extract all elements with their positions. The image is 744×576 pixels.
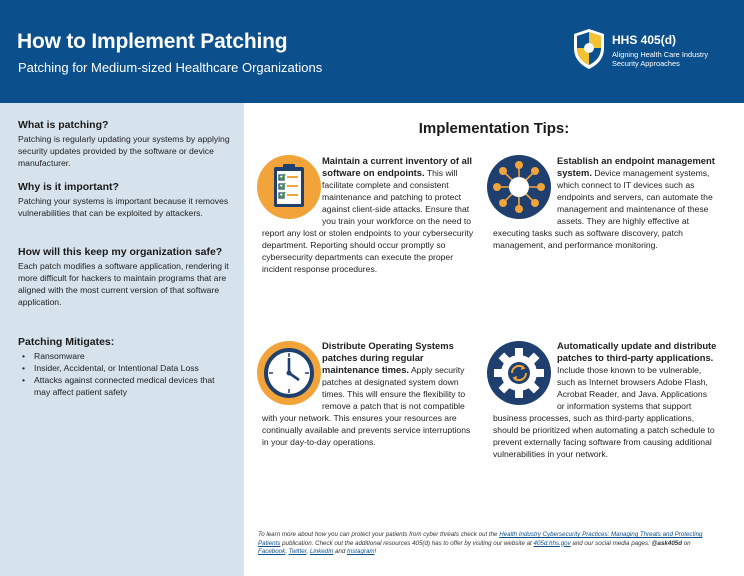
hicp-publication-link[interactable]: Health Industry Cybersecurity Practices: Managing Threats and Protecting Patients bbox=[258, 531, 703, 547]
linkedin-link[interactable]: LinkedIn bbox=[309, 548, 334, 555]
why-heading: Why is it important? bbox=[18, 181, 119, 193]
footer-text: To learn more about how you can protect your patients from cyber threats check out the bbox=[258, 531, 500, 538]
tip-os-patches bbox=[262, 340, 478, 448]
mitigates-heading: Patching Mitigates: bbox=[18, 336, 115, 348]
mitigates-section bbox=[18, 336, 232, 398]
tip-title: Automatically update and distribute patches to third-party applications. bbox=[557, 340, 717, 363]
list-item: • Insider, Accidental, or Intentional Data Loss bbox=[22, 363, 199, 373]
header-banner bbox=[0, 0, 744, 103]
tip-body: Apply security patches at designated system down times. This will ensure the flexibility to remove a patch that is not compatible with your network. This ensures your resources are continually available and prevents service interruptions in your day-to-day operations. bbox=[262, 365, 471, 447]
tip-third-party bbox=[493, 340, 717, 460]
footer-text: and our social media pages: bbox=[570, 539, 652, 547]
what-section bbox=[18, 119, 232, 169]
shield-logo-icon bbox=[572, 28, 606, 70]
tip-title: Maintain a current inventory of all software on endpoints. bbox=[322, 155, 473, 178]
why-text: Patching your systems is important because it removes vulnerabilities that can be exploited by attackers. bbox=[18, 196, 229, 218]
tip-title: Establish an endpoint management system. bbox=[557, 155, 715, 178]
tip-endpoint-management bbox=[493, 155, 717, 251]
footer-text: on bbox=[681, 539, 691, 547]
tip-title: Distribute Operating Systems patches during regular maintenance times. bbox=[322, 340, 454, 375]
logo-name: HHS 405(d) bbox=[612, 33, 677, 47]
social-handle: @ask405d bbox=[651, 539, 682, 547]
mitigates-list bbox=[20, 350, 232, 398]
what-heading: What is patching? bbox=[18, 119, 109, 131]
page-title: How to Implement Patching bbox=[17, 30, 288, 53]
how-text: Each patch modifies a software application, rendering it more difficult for hackers to maintain programs that are aligned with the most current version of that software application. bbox=[18, 261, 229, 307]
tip-inventory bbox=[262, 155, 478, 275]
how-section bbox=[18, 246, 232, 308]
tips-heading: Implementation Tips: bbox=[418, 120, 570, 137]
logo-tagline: Aligning Health Care Industry Security Approaches bbox=[612, 50, 709, 68]
facebook-link[interactable]: Facebook bbox=[258, 548, 286, 555]
tip-body: Include those known to be vulnerable, such as Internet browsers Adobe Flash, Acrobat Reader, and Java. Applications or information systems that support business processes, such as third-party applications, should be prioritized when automating a patch schedule to prevent externally facing software from causing additional vulnerabilities in your network. bbox=[493, 365, 715, 459]
page-subtitle: Patching for Medium-sized Healthcare Organizations bbox=[18, 60, 323, 75]
tip-body: This will facilitate complete and consistent maintenance and patching to protect against client-side attacks. Ensure that you train your workforce on the need to report any lost or stolen endpoints to your cybersecurity department. Reporting should occur promptly so cybersecurity departments can execute the proper incident response procedures. bbox=[262, 168, 474, 274]
footer-note bbox=[258, 531, 720, 557]
footer-text: , bbox=[285, 548, 289, 555]
instagram-link[interactable]: Instagram bbox=[347, 548, 375, 555]
hhs-405d-logo bbox=[572, 28, 732, 76]
footer-text: publication. Check out the additional resources 405(d) has to offer by visiting our website at bbox=[280, 539, 534, 547]
list-item: • Ransomware bbox=[22, 351, 85, 361]
footer-text: , bbox=[306, 548, 310, 555]
how-heading: How will this keep my organization safe? bbox=[18, 246, 223, 258]
why-section bbox=[18, 181, 232, 219]
list-item: • Attacks against connected medical devices that may affect patient safety bbox=[22, 375, 215, 397]
sidebar bbox=[0, 103, 244, 576]
what-text: Patching is regularly updating your systems by applying security updates provided by the software or device manufacturer. bbox=[18, 134, 230, 168]
website-link[interactable]: 405d.hhs.gov bbox=[533, 539, 571, 547]
tip-body: Device management systems, which connect to IT devices such as endpoints and servers, can automate the management and maintenance of these assets. They are highly effective at executing tasks such as software discovery, patch management, and performance monitoring. bbox=[493, 168, 713, 250]
footer-text: ! bbox=[374, 548, 377, 555]
footer-text: and bbox=[333, 548, 348, 555]
twitter-link[interactable]: Twitter bbox=[288, 548, 307, 555]
